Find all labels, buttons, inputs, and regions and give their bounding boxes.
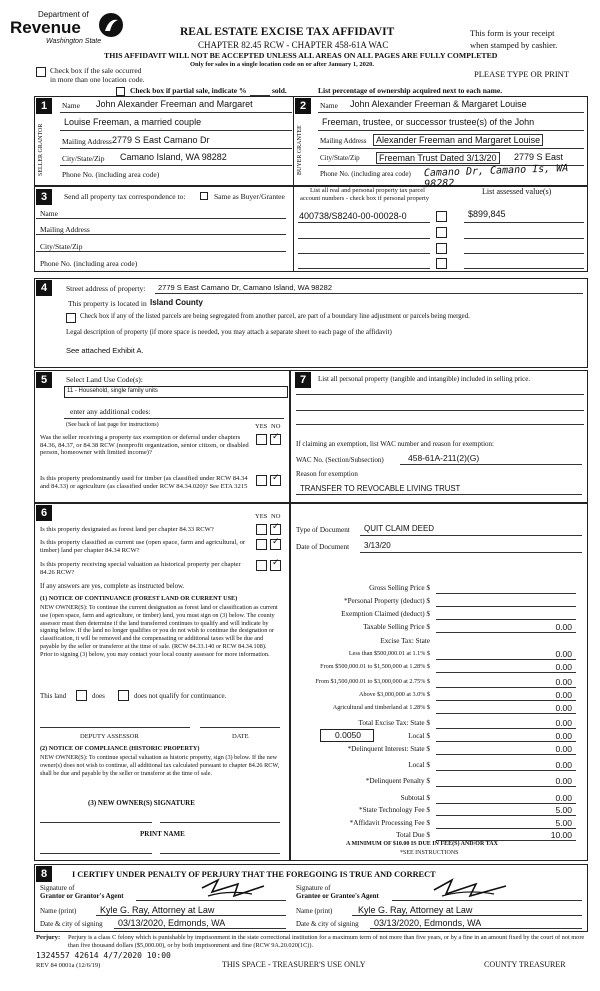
- sec6-q1-yes[interactable]: [256, 524, 267, 535]
- seller-name-1[interactable]: John Alexander Freeman and Margaret: [96, 99, 253, 109]
- tax-row-value[interactable]: 0.00: [555, 662, 572, 672]
- sec5-q2-yes[interactable]: [256, 475, 267, 486]
- print-name-label: PRINT NAME: [140, 830, 185, 838]
- personal-property-checkbox-4[interactable]: [436, 258, 447, 269]
- grantor-date-city[interactable]: 03/13/2020, Edmonds, WA: [118, 918, 226, 928]
- sec6-yes-header: YES: [255, 513, 268, 520]
- buyer-city-extra[interactable]: 2779 S East: [514, 152, 564, 162]
- notice2-title: (2) NOTICE OF COMPLIANCE (HISTORIC PROPERTY): [40, 745, 200, 752]
- multi-location-checkbox[interactable]: [36, 67, 46, 77]
- tax-row-label: *State Technology Fee $: [358, 806, 430, 814]
- doc-type[interactable]: QUIT CLAIM DEED: [364, 524, 435, 533]
- personal-property-label: List all personal property (tangible and intangible) included in selling price.: [318, 375, 531, 383]
- exemption-reason[interactable]: TRANSFER TO REVOCABLE LIVING TRUST: [300, 484, 461, 493]
- tax-row-field[interactable]: [436, 803, 576, 804]
- doc-date-label: Date of Document: [296, 543, 350, 551]
- sec6-q2: Is this property classified as current use (open space, farm and agricultural, or timber) land per chapter 84.34 RCW?: [40, 539, 246, 554]
- see-instructions: *SEE INSTRUCTIONS: [400, 850, 459, 856]
- seller-grantor-label: SELLER GRANTOR: [38, 123, 44, 177]
- tax-row-field[interactable]: [436, 619, 576, 620]
- perjury-text: Perjury is a class C felony which is punishable by imprisonment in the state correctional institution for a maximum term of not more than five years, or by a fine in an amount fixed by the court of not more than five thousand dollars ($5,000.00), or by both imprisonment and fine (RCW 9A.20.020(1C)).: [68, 934, 585, 949]
- section-1-number: 1: [36, 98, 52, 114]
- land-does-checkbox[interactable]: [76, 690, 87, 701]
- partial-sale-label: Check box if partial sale, indicate %: [130, 86, 247, 95]
- sec6-q3-yes[interactable]: [256, 560, 267, 571]
- grantor-name-label: Name (print): [40, 907, 77, 915]
- this-land-label: This land: [40, 692, 67, 700]
- dept-line2: Revenue: [10, 18, 81, 37]
- partial-sale-checkbox[interactable]: [116, 87, 125, 96]
- personal-property-checkbox-2[interactable]: [436, 227, 447, 238]
- section-8-number: 8: [36, 866, 52, 882]
- sec5-q2: Is this property predominantly used for timber (as classified under RCW 84.34 and 84.33) or agriculture (as classified under RCW 84.34.020)? See ETA 3215: [40, 475, 248, 490]
- buyer-name-1[interactable]: John Alexander Freeman & Margaret Louise: [350, 99, 527, 109]
- sec6-q2-yes[interactable]: [256, 539, 267, 550]
- buyer-city-label: City/State/Zip: [320, 154, 360, 162]
- sec3-name-label: Name: [40, 209, 58, 218]
- buyer-name-2[interactable]: Freeman, trustee, or successor trustee(s) of the John: [322, 117, 535, 127]
- tax-row-field[interactable]: [436, 815, 576, 816]
- location-note: Only for sales in a single location code on or after January 1, 2020.: [190, 61, 374, 68]
- exemption-label: If claiming an exemption, list WAC number and reason for exemption:: [296, 440, 494, 448]
- tax-row-label: Above $3,000,000 at 3.0% $: [359, 691, 430, 698]
- grantor-print-name[interactable]: Kyle G. Ray, Attorney at Law: [100, 905, 215, 915]
- grantor-signature: [198, 876, 268, 902]
- tax-row-value[interactable]: 0.00: [555, 744, 572, 754]
- tax-row-value[interactable]: 0.00: [555, 760, 572, 770]
- sec5-q1: Was the seller receiving a property tax exemption or deferral under chapters 84.36, 84.37, or 84.38 RCW (nonprofit organization, senior citizen, or disabled person, homeowner with limited income)?: [40, 434, 249, 457]
- sec6-q1-no[interactable]: [270, 524, 281, 535]
- tax-row-value[interactable]: 10.00: [550, 830, 572, 840]
- tax-row-value[interactable]: 0.00: [555, 690, 572, 700]
- sig-grantor-label-2: Grantor or Grantor's Agent: [40, 892, 124, 900]
- tax-row-field[interactable]: [436, 606, 576, 607]
- print-name-field-2[interactable]: [160, 853, 280, 854]
- personal-property-field-3[interactable]: [296, 424, 584, 425]
- parcel-number[interactable]: 400738/S8240-00-00028-0: [299, 211, 407, 221]
- buyer-grantee-label: BUYER GRANTEE: [297, 125, 303, 175]
- tax-row-field[interactable]: [436, 593, 576, 594]
- tax-row-label: Local $: [408, 732, 430, 740]
- tax-row-label: Subtotal $: [400, 794, 430, 802]
- tax-row-label: Taxable Selling Price $: [363, 623, 430, 631]
- sec3-phone-label: Phone No. (including area code): [40, 259, 138, 268]
- wac-number[interactable]: 458-61A-211(2)(G): [408, 453, 480, 463]
- dept-line1: Department of: [38, 10, 89, 19]
- tax-row-field[interactable]: [436, 713, 576, 714]
- sig-grantee-label-2: Grantee or Grantee's Agent: [296, 892, 379, 900]
- deputy-assessor-field[interactable]: [40, 727, 190, 728]
- tax-row-field[interactable]: [436, 770, 576, 771]
- seller-mail-label: Mailing Address: [62, 137, 112, 146]
- sec5-q1-yes[interactable]: [256, 434, 267, 445]
- street-address[interactable]: 2779 S East Camano Dr, Camano Island, WA 98282: [158, 283, 332, 292]
- tax-row-value[interactable]: 0.00: [555, 731, 572, 741]
- tax-row-label: Local $: [408, 761, 430, 769]
- grantee-name-label: Name (print): [296, 907, 333, 915]
- sec6-q3-no[interactable]: [270, 560, 281, 571]
- new-owner-sig-field-2[interactable]: [160, 822, 280, 823]
- tax-row-value[interactable]: 0.00: [555, 718, 572, 728]
- additional-codes-label: enter any additional codes:: [70, 407, 151, 416]
- reason-label: Reason for exemption: [296, 470, 358, 478]
- land-does-label: does: [92, 692, 105, 700]
- tax-row-label: *Personal Property (deduct) $: [343, 597, 430, 605]
- tax-row-field[interactable]: [436, 754, 576, 755]
- tax-row-label: Total Excise Tax: State $: [358, 719, 430, 727]
- sec6-q1: Is this property designated as forest land per chapter 84.33 RCW?: [40, 526, 214, 533]
- certify-statement: I CERTIFY UNDER PENALTY OF PERJURY THAT THE FOREGOING IS TRUE AND CORRECT: [72, 870, 436, 879]
- same-as-buyer-label: Same as Buyer/Grantee: [214, 192, 285, 201]
- segregated-label: Check box if any of the listed parcels are being segregated from another parcel, are part of a boundary line adjustment or parcels being merged.: [80, 313, 470, 320]
- treasurer-use: THIS SPACE - TREASURER'S USE ONLY: [222, 960, 366, 969]
- sec5-q2-no[interactable]: [270, 475, 281, 486]
- tax-row-label: Exemption Claimed (deduct) $: [341, 610, 430, 618]
- legal-label: Legal description of property (if more space is needed, you may attach a separate sheet to each page of the affidavit): [66, 328, 392, 336]
- section-6-box: [34, 502, 291, 861]
- section-3-number: 3: [36, 189, 52, 205]
- tax-row-value[interactable]: 0.00: [555, 776, 572, 786]
- receipt-note-2: when stamped by cashier.: [470, 40, 558, 50]
- buyer-mail-label: Mailing Address: [320, 137, 367, 145]
- deputy-date-field[interactable]: [200, 727, 280, 728]
- form-chapter: CHAPTER 82.45 RCW - CHAPTER 458-61A WAC: [198, 40, 389, 50]
- grantor-date-label: Date & city of signing: [40, 920, 103, 928]
- doc-type-label: Type of Document: [296, 526, 350, 534]
- sig-grantee-label-1: Signature of: [296, 884, 331, 892]
- deputy-assessor-label: DEPUTY ASSESSOR: [80, 733, 139, 740]
- land-use-label: Select Land Use Code(s):: [66, 375, 143, 384]
- tax-row-field[interactable]: [436, 728, 576, 729]
- tax-row-value[interactable]: 0.00: [555, 793, 572, 803]
- seller-city[interactable]: Camano Island, WA 98282: [120, 152, 227, 162]
- new-owner-sig-field-1[interactable]: [40, 822, 152, 823]
- county-treasurer: COUNTY TREASURER: [484, 960, 566, 969]
- notice2-body: NEW OWNER(S): To continue special valuation as historic property, sign (3) below. If the new owner(s) does not wish to continue, all additional tax calculated pursuant to chapter 84.26 RCW, shall be due and payable by the seller or transferor at the time of sale.: [40, 754, 280, 777]
- tax-row-field[interactable]: [436, 659, 576, 660]
- sec6-if-yes: If any answers are yes, complete as instructed below.: [40, 583, 185, 590]
- buyer-handwritten-address: Camano Dr, Camano Is, WA 98282: [423, 163, 569, 191]
- tax-row-label: *Delinquent Interest: State $: [347, 745, 430, 753]
- receipt-note-1: This form is your receipt: [470, 28, 555, 38]
- tax-row-value[interactable]: 0.00: [555, 703, 572, 713]
- tax-row-field[interactable]: [436, 700, 576, 701]
- sec3-label: Send all property tax correspondence to:: [64, 192, 186, 201]
- land-does-not-checkbox[interactable]: [118, 690, 129, 701]
- buyer-mail[interactable]: Alexander Freeman and Margaret Louise: [373, 134, 543, 146]
- sec5-yes-header: YES: [255, 423, 268, 430]
- rev-number: REV 84 0001a (12/6/19): [36, 962, 101, 969]
- recording-stamp: 1324557 42614 4/7/2020 10:00: [36, 951, 171, 960]
- tax-row-label: Agricultural and timberland at 1.28% $: [332, 704, 430, 711]
- tax-row-label: Gross Selling Price $: [369, 584, 430, 592]
- seller-phone-label: Phone No. (including area code): [62, 170, 160, 179]
- same-as-buyer-checkbox[interactable]: [200, 192, 208, 200]
- tax-row-label: Excise Tax: State: [380, 637, 430, 645]
- tax-row-label: From $1,500,000.01 to $3,000,000 at 2.75% $: [315, 678, 430, 685]
- land-does-not-label: does not qualify for continuance.: [134, 692, 227, 700]
- exhibit-ref[interactable]: See attached Exhibit A.: [66, 346, 144, 355]
- tax-row-value[interactable]: 5.00: [555, 805, 572, 815]
- tax-row-value[interactable]: 0.00: [555, 677, 572, 687]
- type-print-note: PLEASE TYPE OR PRINT: [474, 69, 570, 79]
- tax-row-field[interactable]: [436, 828, 576, 829]
- section-5-number: 5: [36, 372, 52, 388]
- grantee-print-name[interactable]: Kyle G. Ray, Attorney at Law: [358, 905, 473, 915]
- grantee-date-label: Date & city of signing: [296, 920, 359, 928]
- form-warning: THIS AFFIDAVIT WILL NOT BE ACCEPTED UNLESS ALL AREAS ON ALL PAGES ARE FULLY COMPLETED: [104, 51, 498, 60]
- tax-row-label: *Affidavit Processing Fee $: [349, 819, 430, 827]
- wac-label: WAC No. (Section/Subsection): [296, 456, 384, 464]
- see-back-note: (See back of last page for instructions): [66, 422, 159, 428]
- personal-property-checkbox-3[interactable]: [436, 243, 447, 254]
- tax-row-field[interactable]: [436, 672, 576, 673]
- sig-grantor-label-1: Signature of: [40, 884, 75, 892]
- located-label: This property is located in: [68, 299, 147, 308]
- seller-name-label: Name: [62, 101, 80, 110]
- tax-row-label: From $500,000.01 to $1,500,000 at 1.28% $: [320, 663, 430, 670]
- segregated-checkbox[interactable]: [66, 313, 76, 323]
- personal-property-field-1[interactable]: [296, 394, 584, 395]
- section-2-number: 2: [295, 98, 311, 114]
- multi-location-label-2: in more than one location code.: [50, 75, 145, 84]
- local-rate[interactable]: 0.0050: [335, 730, 361, 740]
- dept-line3: Washington State: [46, 38, 102, 45]
- tax-row-label: Total Due $: [396, 831, 430, 839]
- tax-row-label: Less than $500,000.01 at 1.1% $: [348, 650, 430, 657]
- tax-row-field[interactable]: [436, 687, 576, 688]
- perjury-label: Perjury:: [36, 934, 61, 941]
- form-title: REAL ESTATE EXCISE TAX AFFIDAVIT: [180, 26, 395, 38]
- additional-codes-field[interactable]: [64, 418, 284, 419]
- assessed-value[interactable]: $899,845: [468, 209, 506, 219]
- minimum-note: A MINIMUM OF $10.00 IS DUE IN FEE(S) AND/OR TAX: [346, 841, 498, 847]
- seller-mail[interactable]: 2779 S East Camano Dr: [112, 135, 210, 145]
- buyer-name-label: Name: [320, 101, 338, 110]
- sec6-q2-no[interactable]: [270, 539, 281, 550]
- tax-row-field[interactable]: [436, 786, 576, 787]
- dor-swoosh-icon: [98, 12, 124, 38]
- grantee-signature: [430, 876, 510, 902]
- print-name-field-1[interactable]: [40, 853, 152, 854]
- land-use-select[interactable]: 11 - Household, single family units: [67, 388, 158, 394]
- street-label: Street address of property:: [66, 284, 146, 293]
- sec3-mail-label: Mailing Address: [40, 225, 90, 234]
- tax-row-value[interactable]: 0.00: [555, 649, 572, 659]
- tax-row-field[interactable]: [436, 632, 576, 633]
- grantee-date-city[interactable]: 03/13/2020, Edmonds, WA: [374, 918, 482, 928]
- sold-label: sold.: [272, 86, 287, 95]
- buyer-phone-label: Phone No. (including area code): [320, 170, 411, 178]
- section-6-number: 6: [36, 505, 52, 521]
- buyer-city[interactable]: Freeman Trust Dated 3/13/20: [376, 152, 500, 164]
- personal-property-checkbox-1[interactable]: [436, 211, 447, 222]
- seller-city-label: City/State/Zip: [62, 154, 105, 163]
- section-4-number: 4: [36, 280, 52, 296]
- seller-name-2[interactable]: Louise Freeman, a married couple: [64, 117, 202, 127]
- sec6-q3: Is this property receiving special valuation as historical property per chapter 84.26 RCW?: [40, 561, 241, 576]
- sec5-q1-no[interactable]: [270, 434, 281, 445]
- parcel-header-2: account numbers - check box if personal property: [300, 195, 430, 202]
- tax-row-label: *Delinquent Penalty $: [365, 777, 430, 785]
- county[interactable]: Island County: [150, 298, 203, 307]
- notice1-body: NEW OWNER(S): To continue the current designation as forest land or classification as current use (open space, farm and agriculture, or timber) land, you must sign on (3) below. The county assessor must then determine if the land transferred continues to qualify and will indicate by signing below. If the land no longer qualifies or you do not wish to continue the designation or classification, it will be removed and the compensating or additional taxes will be due and payable by the seller or transferor at the time of sale. (RCW 84.33.140 or RCW 84.34.108). Prior to signing (3) below, you may contact your local county assessor for more information.: [40, 604, 278, 658]
- personal-property-field-2[interactable]: [296, 410, 584, 411]
- parcel-header-1: List all real and personal property tax parcel: [310, 187, 425, 194]
- section-7-number: 7: [295, 372, 311, 388]
- deputy-date-label: DATE: [232, 733, 249, 740]
- new-owner-sig-label: (3) NEW OWNER(S) SIGNATURE: [88, 799, 195, 807]
- sec6-no-header: NO: [271, 513, 281, 520]
- sec5-no-header: NO: [271, 423, 281, 430]
- tax-row-value[interactable]: 0.00: [555, 622, 572, 632]
- ownership-pct-note: List percentage of ownership acquired next to each name.: [318, 86, 503, 95]
- sec3-city-label: City/State/Zip: [40, 242, 83, 251]
- tax-row-field[interactable]: [436, 741, 576, 742]
- doc-date[interactable]: 3/13/20: [364, 541, 391, 550]
- tax-row-value[interactable]: 5.00: [555, 818, 572, 828]
- notice1-title: (1) NOTICE OF CONTINUANCE (FOREST LAND OR CURRENT USE): [40, 595, 238, 602]
- multi-location-label: Check box if the sale occurred: [50, 66, 142, 75]
- assessed-header: List assessed value(s): [482, 187, 552, 196]
- dor-logo: [10, 10, 125, 52]
